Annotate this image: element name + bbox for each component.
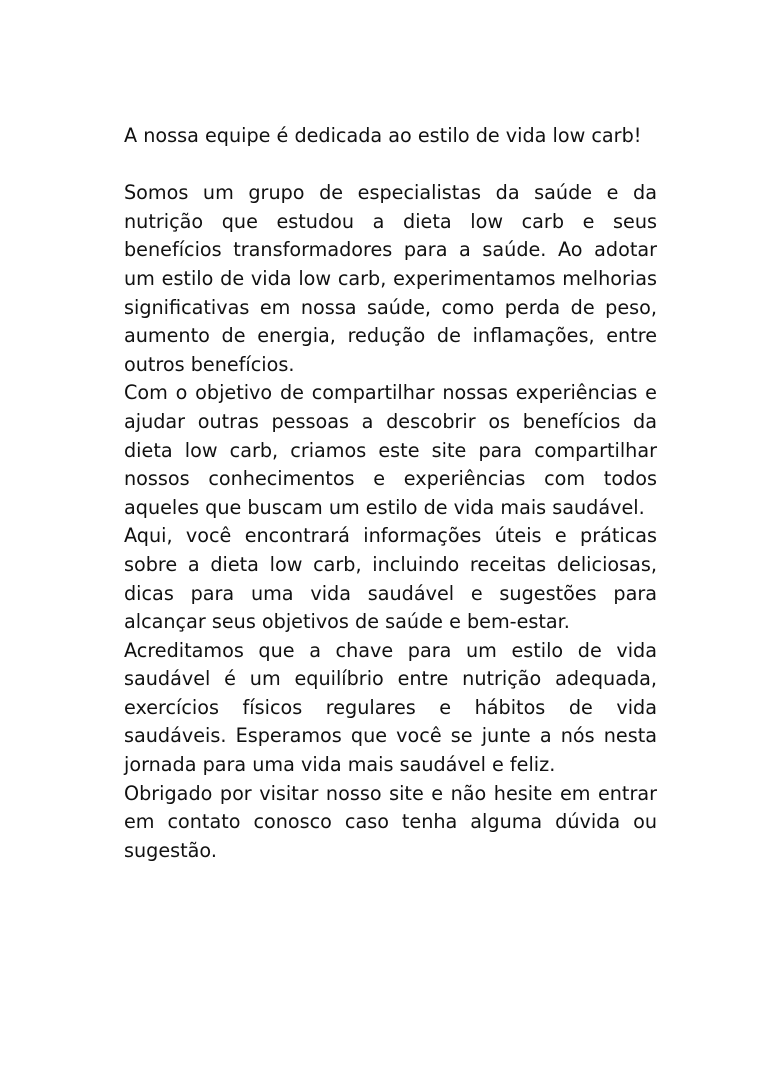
paragraph-healthy-balance: Acreditamos que a chave para um estilo de vida saudável é um equilíbrio entre nutrição adequada, exercícios físicos regulares e hábitos de vida saudáveis. Esperamos que você se junte a nós nesta jornada para uma vida mais saudável e feliz. (124, 638, 657, 777)
paragraph-site-purpose: Com o objetivo de compartilhar nossas experiências e ajudar outras pessoas a descobrir os benefícios da dieta low carb, criamos este site para compartilhar nossos conhecimentos e experiências com todos aqueles que buscam um estilo de vida mais saudável. (124, 381, 657, 519)
intro-paragraph: A nossa equipe é dedicada ao estilo de vida low carb! (124, 124, 642, 147)
paragraph-closing: Obrigado por visitar nosso site e não hesite em entrar em contato conosco caso tenha alguma dúvida ou sugestão. (124, 781, 657, 862)
paragraph-site-content: Aqui, você encontrará informações úteis e práticas sobre a dieta low carb, incluindo receitas deliciosas, dicas para uma vida saudável e sugestões para alcançar seus objetivos de saúde e bem-estar. (124, 524, 657, 634)
document-body (124, 122, 657, 865)
paragraph-spacer (124, 151, 657, 180)
paragraph-about-team: Somos um grupo de especialistas da saúde e da nutrição que estudou a dieta low carb e seus benefícios transformadores para a saúde. Ao adotar um estilo de vida low carb, experimentamos melhorias significativas em nossa saúde, como perda de peso, aumento de energia, redução de inflamações, entre outros benefícios. (124, 181, 657, 376)
